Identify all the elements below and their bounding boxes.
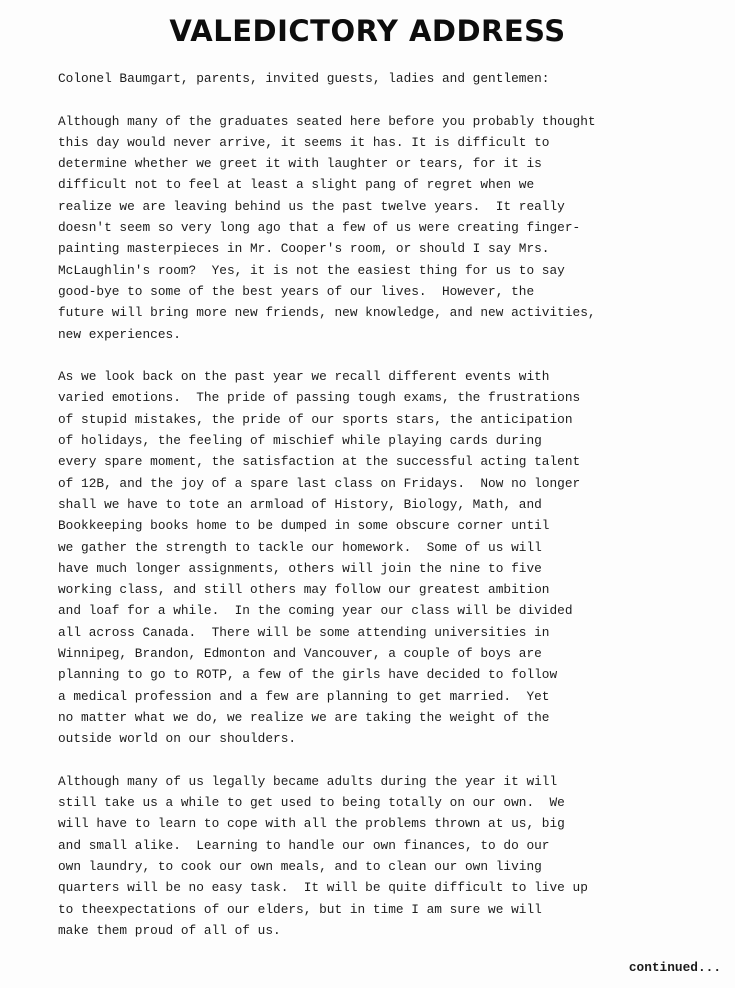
text-line: Bookkeeping books home to be dumped in some obscure corner until bbox=[58, 518, 550, 534]
continued-note: continued... bbox=[628, 960, 721, 975]
text-line: shall we have to tote an armload of History, Biology, Math, and bbox=[58, 496, 542, 512]
text-line: determine whether we greet it with laughter or tears, for it is bbox=[58, 156, 542, 172]
paragraph-1 bbox=[58, 111, 718, 345]
text-line: outside world on our shoulders. bbox=[58, 731, 297, 747]
text-line: still take us a while to get used to being totally on our own. We bbox=[58, 795, 565, 811]
text-line: no matter what we do, we realize we are taking the weight of the bbox=[58, 709, 550, 725]
text-line: a medical profession and a few are planning to get married. Yet bbox=[58, 688, 550, 704]
text-line: quarters will be no easy task. It will be quite difficult to live up bbox=[58, 880, 588, 896]
text-line: have much longer assignments, others will join the nine to five bbox=[58, 560, 542, 576]
salutation: Colonel Baumgart, parents, invited guests, ladies and gentlemen: bbox=[58, 71, 550, 86]
text-line: doesn't seem so very long ago that a few of us were creating finger- bbox=[58, 220, 581, 236]
text-line: we gather the strength to tackle our homework. Some of us will bbox=[58, 539, 542, 555]
text-line: to theexpectations of our elders, but in time I am sure we will bbox=[58, 901, 542, 917]
text-line: Although many of the graduates seated here before you probably thought bbox=[58, 113, 596, 129]
paragraph-3 bbox=[58, 771, 718, 941]
text-line: painting masterpieces in Mr. Cooper's room, or should I say Mrs. bbox=[58, 241, 550, 257]
text-line: working class, and still others may follow our greatest ambition bbox=[58, 582, 550, 598]
text-line: of holidays, the feeling of mischief while playing cards during bbox=[58, 433, 542, 449]
text-line: all across Canada. There will be some attending universities in bbox=[58, 624, 550, 640]
text-line: this day would never arrive, it seems it has. It is difficult to bbox=[58, 134, 550, 150]
text-line: make them proud of all of us. bbox=[58, 922, 281, 938]
paragraph-gap bbox=[58, 345, 718, 366]
text-line: difficult not to feel at least a slight pang of regret when we bbox=[58, 177, 535, 193]
text-line: new experiences. bbox=[58, 326, 181, 342]
text-line: Winnipeg, Brandon, Edmonton and Vancouver, a couple of boys are bbox=[58, 646, 542, 662]
text-line: future will bring more new friends, new knowledge, and new activities, bbox=[58, 305, 596, 321]
text-line: own laundry, to cook our own meals, and to clean our own living bbox=[58, 858, 542, 874]
text-line: varied emotions. The pride of passing tough exams, the frustrations bbox=[58, 390, 581, 406]
document-title: VALEDICTORY ADDRESS bbox=[169, 14, 566, 48]
paragraph-gap bbox=[58, 750, 718, 771]
text-line: As we look back on the past year we recall different events with bbox=[58, 369, 550, 385]
text-line: of stupid mistakes, the pride of our sports stars, the anticipation bbox=[58, 411, 573, 427]
text-line: every spare moment, the satisfaction at the successful acting talent bbox=[58, 454, 581, 470]
text-line: McLaughlin's room? Yes, it is not the easiest thing for us to say bbox=[58, 262, 565, 278]
text-line: Although many of us legally became adults during the year it will bbox=[58, 773, 558, 789]
text-line: realize we are leaving behind us the past twelve years. It really bbox=[58, 198, 565, 214]
text-line: and loaf for a while. In the coming year our class will be divided bbox=[58, 603, 573, 619]
text-line: of 12B, and the joy of a spare last class on Fridays. Now no longer bbox=[58, 475, 581, 491]
address-body bbox=[58, 68, 718, 941]
text-line: and small alike. Learning to handle our own finances, to do our bbox=[58, 837, 550, 853]
paragraph-2 bbox=[58, 366, 718, 749]
paragraph-gap bbox=[58, 89, 718, 110]
text-line: will have to learn to cope with all the problems thrown at us, big bbox=[58, 816, 565, 832]
text-line: good-bye to some of the best years of our lives. However, the bbox=[58, 283, 535, 299]
text-line: planning to go to ROTP, a few of the girls have decided to follow bbox=[58, 667, 558, 683]
